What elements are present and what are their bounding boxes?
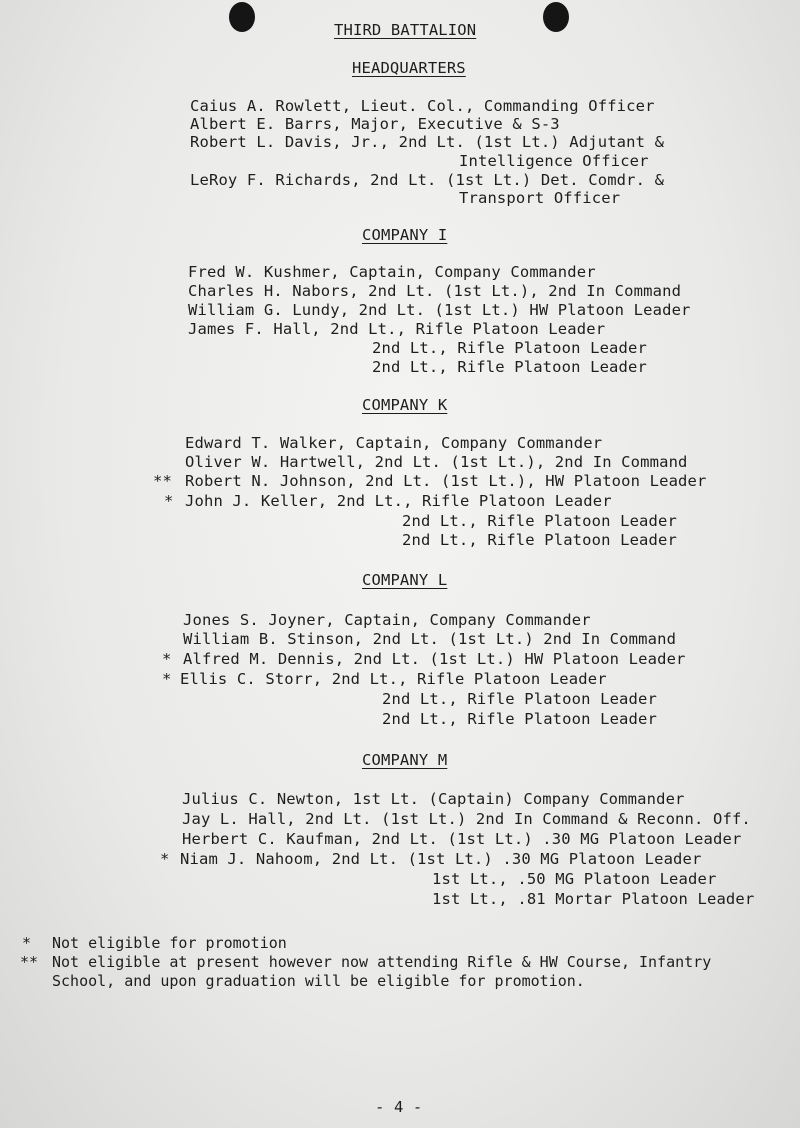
footnote-text: School, and upon graduation will be eligible for promotion. [52,972,585,990]
hq-heading: HEADQUARTERS [352,59,466,77]
company-l-line: 2nd Lt., Rifle Platoon Leader [382,710,657,728]
page-number: - 4 - [375,1098,423,1116]
hq-line: LeRoy F. Richards, 2nd Lt. (1st Lt.) Det. Comdr. & [190,171,665,189]
company-i-line: William G. Lundy, 2nd Lt. (1st Lt.) HW Platoon Leader [188,301,691,319]
company-l-heading: COMPANY L [362,571,448,589]
company-i-line: Charles H. Nabors, 2nd Lt. (1st Lt.), 2nd In Command [188,282,682,300]
company-l-line: Ellis C. Storr, 2nd Lt., Rifle Platoon Leader [180,670,607,688]
company-k-line: Edward T. Walker, Captain, Company Commander [185,434,603,452]
footnote-text: Not eligible at present however now attending Rifle & HW Course, Infantry [52,953,712,971]
company-m-line: Julius C. Newton, 1st Lt. (Captain) Company Commander [182,790,685,808]
company-i-line: 2nd Lt., Rifle Platoon Leader [372,339,647,357]
company-i-line: Fred W. Kushmer, Captain, Company Commander [188,263,596,281]
punch-hole-right [543,2,569,32]
hq-line: Caius A. Rowlett, Lieut. Col., Commanding Officer [190,97,655,115]
asterisk-mark: * [164,492,174,510]
company-m-line: Jay L. Hall, 2nd Lt. (1st Lt.) 2nd In Command & Reconn. Off. [182,810,751,828]
company-m-line: Niam J. Nahoom, 2nd Lt. (1st Lt.) .30 MG Platoon Leader [180,850,702,868]
company-l-line: William B. Stinson, 2nd Lt. (1st Lt.) 2nd In Command [183,630,677,648]
company-m-heading: COMPANY M [362,751,448,769]
company-k-line: 2nd Lt., Rifle Platoon Leader [402,512,677,530]
asterisk-mark: * [162,670,172,688]
company-m-line: Herbert C. Kaufman, 2nd Lt. (1st Lt.) .30 MG Platoon Leader [182,830,742,848]
company-k-heading: COMPANY K [362,396,448,414]
company-i-line: James F. Hall, 2nd Lt., Rifle Platoon Leader [188,320,606,338]
company-i-line: 2nd Lt., Rifle Platoon Leader [372,358,647,376]
punch-hole-left [229,2,255,32]
company-l-line: Jones S. Joyner, Captain, Company Commander [183,611,591,629]
company-k-line: 2nd Lt., Rifle Platoon Leader [402,531,677,549]
hq-line: Transport Officer [459,189,621,207]
asterisk-mark: * [160,850,170,868]
company-k-line: Oliver W. Hartwell, 2nd Lt. (1st Lt.), 2nd In Command [185,453,688,471]
company-l-line: Alfred M. Dennis, 2nd Lt. (1st Lt.) HW Platoon Leader [183,650,686,668]
company-k-line: John J. Keller, 2nd Lt., Rifle Platoon Leader [185,492,612,510]
footnote-mark: ** [20,953,39,971]
battalion-title: THIRD BATTALION [334,21,477,39]
footnote-text: Not eligible for promotion [52,934,287,952]
hq-line: Robert L. Davis, Jr., 2nd Lt. (1st Lt.) Adjutant & [190,133,665,151]
asterisk-mark: ** [153,472,172,490]
company-m-line: 1st Lt., .81 Mortar Platoon Leader [432,890,755,908]
hq-line: Albert E. Barrs, Major, Executive & S-3 [190,115,560,133]
company-m-line: 1st Lt., .50 MG Platoon Leader [432,870,717,888]
company-l-line: 2nd Lt., Rifle Platoon Leader [382,690,657,708]
asterisk-mark: * [162,650,172,668]
company-k-line: Robert N. Johnson, 2nd Lt. (1st Lt.), HW Platoon Leader [185,472,707,490]
company-i-heading: COMPANY I [362,226,448,244]
footnote-mark: * [22,934,32,952]
hq-line: Intelligence Officer [459,152,649,170]
